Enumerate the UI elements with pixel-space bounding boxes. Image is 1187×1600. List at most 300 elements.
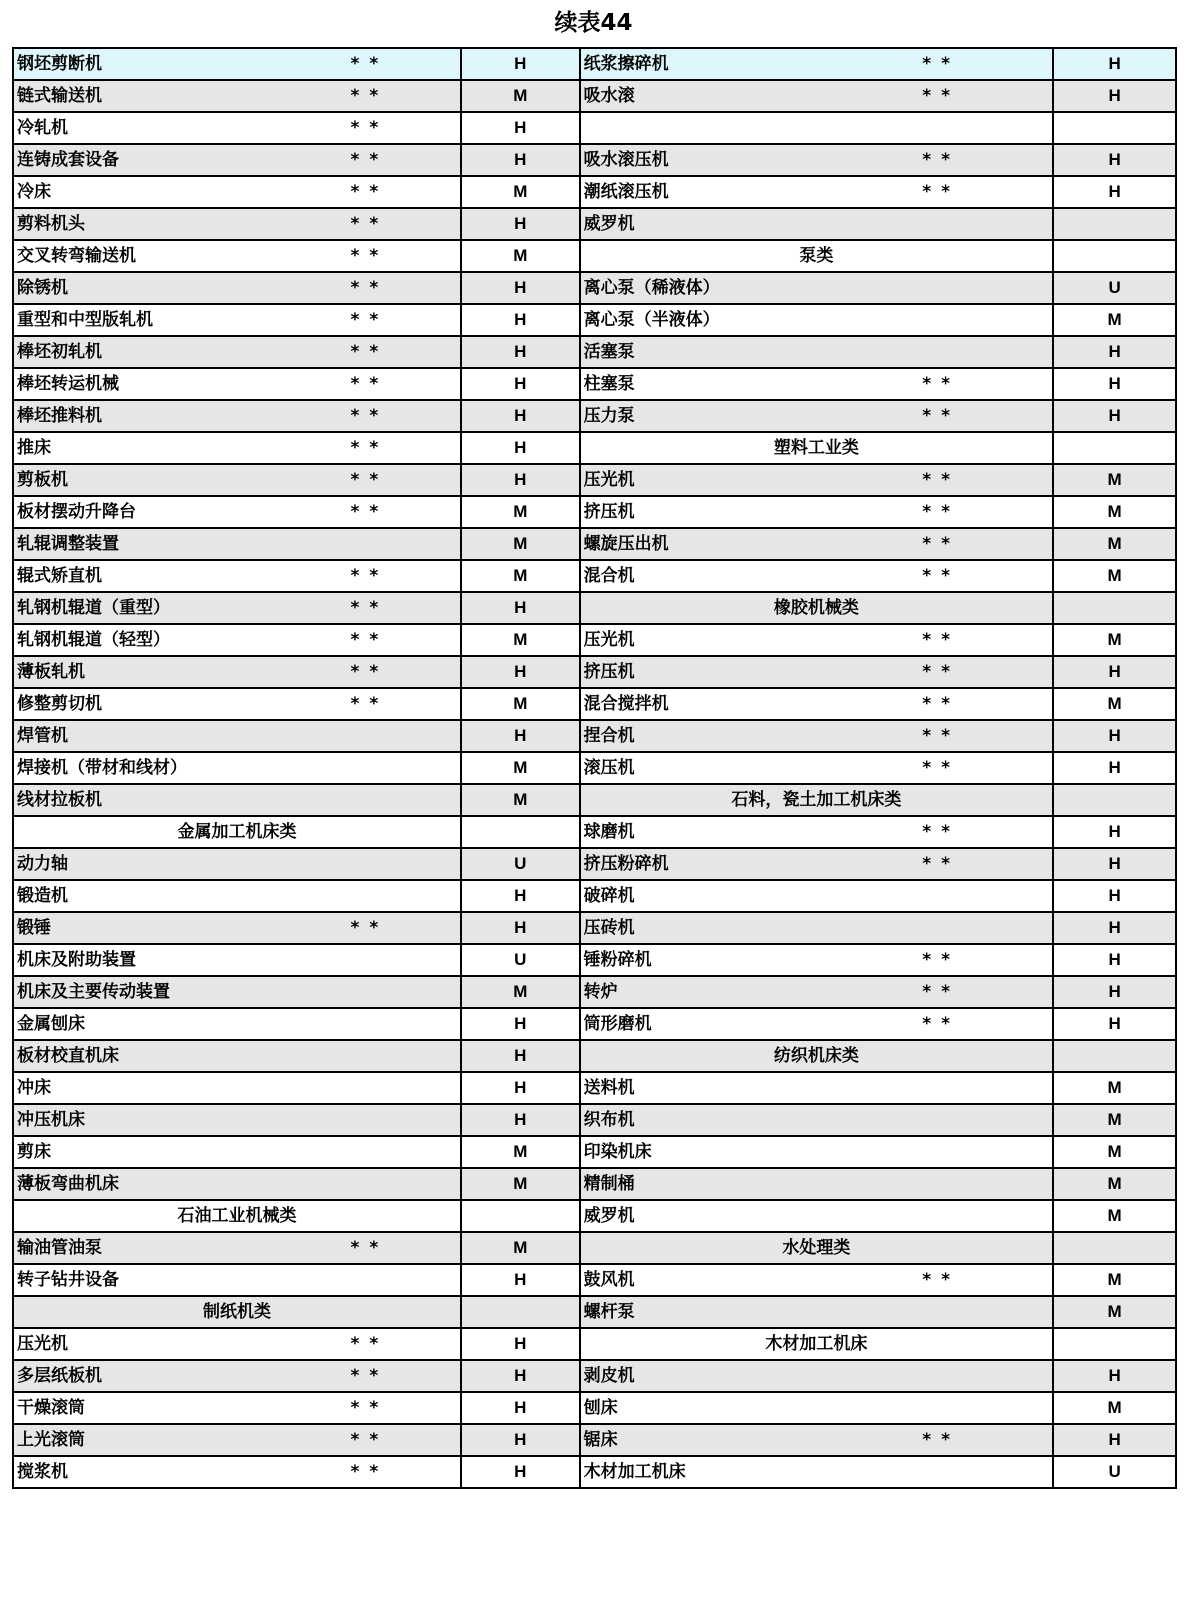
mark-cell: * * bbox=[351, 560, 461, 592]
load-class-cell: M bbox=[1053, 1392, 1176, 1424]
mark-cell: * * bbox=[922, 752, 1053, 784]
machine-name: 辊式矫直机 bbox=[13, 560, 351, 592]
mark-cell: * * bbox=[922, 144, 1053, 176]
mark-cell: * * bbox=[351, 400, 461, 432]
mark-cell: * * bbox=[351, 688, 461, 720]
load-class-cell: H bbox=[1053, 1360, 1176, 1392]
load-class-cell: H bbox=[1053, 720, 1176, 752]
mark-cell: * * bbox=[351, 48, 461, 80]
table-row bbox=[13, 1072, 1176, 1104]
machine-name: 吸水滚压机 bbox=[580, 144, 923, 176]
category-heading: 塑料工业类 bbox=[580, 432, 1054, 464]
mark-cell: * * bbox=[351, 368, 461, 400]
category-heading: 制纸机类 bbox=[13, 1296, 461, 1328]
table-row bbox=[13, 944, 1176, 976]
machine-name: 织布机 bbox=[580, 1104, 923, 1136]
load-class-cell: U bbox=[1053, 272, 1176, 304]
machine-name: 钢坯剪断机 bbox=[13, 48, 351, 80]
load-class-cell bbox=[1053, 208, 1176, 240]
load-class-cell: H bbox=[461, 432, 580, 464]
table-row bbox=[13, 720, 1176, 752]
mark-cell bbox=[922, 272, 1053, 304]
load-class-cell: M bbox=[1053, 1136, 1176, 1168]
load-class-cell: H bbox=[1053, 368, 1176, 400]
mark-cell bbox=[351, 1040, 461, 1072]
service-factor-table bbox=[12, 47, 1177, 1489]
machine-name: 干燥滚筒 bbox=[13, 1392, 351, 1424]
machine-name: 转炉 bbox=[580, 976, 923, 1008]
machine-name: 修整剪切机 bbox=[13, 688, 351, 720]
mark-cell bbox=[922, 880, 1053, 912]
mark-cell: * * bbox=[351, 112, 461, 144]
category-heading: 泵类 bbox=[580, 240, 1054, 272]
load-class-cell bbox=[461, 816, 580, 848]
machine-name: 锻锤 bbox=[13, 912, 351, 944]
load-class-cell: H bbox=[461, 272, 580, 304]
machine-name: 捏合机 bbox=[580, 720, 923, 752]
table-row bbox=[13, 144, 1176, 176]
mark-cell bbox=[351, 848, 461, 880]
machine-name: 压光机 bbox=[580, 464, 923, 496]
machine-name: 鼓风机 bbox=[580, 1264, 923, 1296]
load-class-cell: H bbox=[461, 304, 580, 336]
mark-cell: * * bbox=[922, 560, 1053, 592]
load-class-cell: M bbox=[461, 528, 580, 560]
load-class-cell: H bbox=[1053, 48, 1176, 80]
load-class-cell: M bbox=[461, 1136, 580, 1168]
load-class-cell bbox=[1053, 592, 1176, 624]
mark-cell: * * bbox=[922, 368, 1053, 400]
load-class-cell bbox=[461, 1200, 580, 1232]
load-class-cell bbox=[1053, 784, 1176, 816]
machine-name: 机床及主要传动装置 bbox=[13, 976, 351, 1008]
table-row bbox=[13, 464, 1176, 496]
load-class-cell: M bbox=[461, 688, 580, 720]
machine-name: 链式输送机 bbox=[13, 80, 351, 112]
load-class-cell: M bbox=[1053, 1200, 1176, 1232]
load-class-cell: H bbox=[461, 656, 580, 688]
table-row bbox=[13, 1040, 1176, 1072]
machine-name: 剥皮机 bbox=[580, 1360, 923, 1392]
load-class-cell: H bbox=[461, 368, 580, 400]
category-heading: 纺织机床类 bbox=[580, 1040, 1054, 1072]
load-class-cell bbox=[1053, 432, 1176, 464]
machine-name: 冲压机床 bbox=[13, 1104, 351, 1136]
machine-name: 木材加工机床 bbox=[580, 1456, 923, 1488]
machine-name: 板材摆动升降台 bbox=[13, 496, 351, 528]
mark-cell: * * bbox=[922, 528, 1053, 560]
mark-cell: * * bbox=[351, 1328, 461, 1360]
machine-name: 滚压机 bbox=[580, 752, 923, 784]
load-class-cell: M bbox=[1053, 688, 1176, 720]
machine-name: 混合搅拌机 bbox=[580, 688, 923, 720]
load-class-cell: H bbox=[1053, 976, 1176, 1008]
load-class-cell: H bbox=[1053, 336, 1176, 368]
table-row bbox=[13, 1456, 1176, 1488]
load-class-cell: M bbox=[461, 80, 580, 112]
mark-cell bbox=[922, 1360, 1053, 1392]
category-heading: 石料，瓷土加工机床类 bbox=[580, 784, 1054, 816]
load-class-cell: H bbox=[1053, 912, 1176, 944]
load-class-cell: H bbox=[461, 1072, 580, 1104]
mark-cell bbox=[351, 752, 461, 784]
load-class-cell: H bbox=[461, 720, 580, 752]
load-class-cell: H bbox=[1053, 80, 1176, 112]
mark-cell: * * bbox=[351, 80, 461, 112]
load-class-cell: H bbox=[461, 464, 580, 496]
table-body bbox=[13, 48, 1176, 1488]
machine-name: 挤压机 bbox=[580, 496, 923, 528]
table-row bbox=[13, 1328, 1176, 1360]
machine-name: 上光滚筒 bbox=[13, 1424, 351, 1456]
mark-cell bbox=[922, 1168, 1053, 1200]
load-class-cell: M bbox=[461, 496, 580, 528]
mark-cell bbox=[922, 336, 1053, 368]
table-row bbox=[13, 368, 1176, 400]
table-row bbox=[13, 816, 1176, 848]
mark-cell bbox=[351, 944, 461, 976]
machine-name: 转子钻井设备 bbox=[13, 1264, 351, 1296]
machine-name: 压砖机 bbox=[580, 912, 923, 944]
mark-cell bbox=[922, 1296, 1053, 1328]
mark-cell bbox=[351, 1104, 461, 1136]
table-row bbox=[13, 656, 1176, 688]
mark-cell: * * bbox=[351, 1456, 461, 1488]
machine-name: 剪料机头 bbox=[13, 208, 351, 240]
mark-cell: * * bbox=[922, 688, 1053, 720]
load-class-cell: H bbox=[461, 1264, 580, 1296]
mark-cell: * * bbox=[922, 1424, 1053, 1456]
table-row bbox=[13, 400, 1176, 432]
load-class-cell: M bbox=[461, 240, 580, 272]
mark-cell bbox=[922, 1392, 1053, 1424]
mark-cell: * * bbox=[922, 816, 1053, 848]
machine-name: 冷床 bbox=[13, 176, 351, 208]
mark-cell: * * bbox=[922, 464, 1053, 496]
mark-cell: * * bbox=[922, 656, 1053, 688]
machine-name: 破碎机 bbox=[580, 880, 923, 912]
load-class-cell: M bbox=[461, 624, 580, 656]
mark-cell: * * bbox=[351, 1392, 461, 1424]
mark-cell: * * bbox=[922, 624, 1053, 656]
mark-cell bbox=[922, 1200, 1053, 1232]
mark-cell: * * bbox=[351, 1360, 461, 1392]
table-row bbox=[13, 1136, 1176, 1168]
machine-name: 连铸成套设备 bbox=[13, 144, 351, 176]
mark-cell: * * bbox=[351, 496, 461, 528]
machine-name: 动力轴 bbox=[13, 848, 351, 880]
table-row bbox=[13, 1008, 1176, 1040]
table-row bbox=[13, 80, 1176, 112]
load-class-cell: H bbox=[461, 880, 580, 912]
load-class-cell: H bbox=[461, 1360, 580, 1392]
machine-name: 吸水滚 bbox=[580, 80, 923, 112]
table-row bbox=[13, 976, 1176, 1008]
table-row bbox=[13, 1424, 1176, 1456]
mark-cell: * * bbox=[351, 1232, 461, 1264]
load-class-cell: H bbox=[461, 1392, 580, 1424]
machine-name: 棒坯推料机 bbox=[13, 400, 351, 432]
mark-cell: * * bbox=[922, 1264, 1053, 1296]
mark-cell: * * bbox=[351, 304, 461, 336]
machine-name: 板材校直机床 bbox=[13, 1040, 351, 1072]
load-class-cell: H bbox=[461, 1040, 580, 1072]
machine-name: 压力泵 bbox=[580, 400, 923, 432]
mark-cell: * * bbox=[351, 240, 461, 272]
mark-cell bbox=[922, 1136, 1053, 1168]
mark-cell bbox=[922, 912, 1053, 944]
machine-name: 送料机 bbox=[580, 1072, 923, 1104]
load-class-cell bbox=[1053, 1328, 1176, 1360]
mark-cell: * * bbox=[351, 336, 461, 368]
table-row bbox=[13, 528, 1176, 560]
load-class-cell: H bbox=[461, 912, 580, 944]
load-class-cell: H bbox=[461, 1104, 580, 1136]
load-class-cell bbox=[1053, 112, 1176, 144]
mark-cell bbox=[922, 304, 1053, 336]
mark-cell: * * bbox=[351, 176, 461, 208]
load-class-cell: H bbox=[461, 1328, 580, 1360]
machine-name: 锯床 bbox=[580, 1424, 923, 1456]
load-class-cell: H bbox=[1053, 1424, 1176, 1456]
mark-cell bbox=[922, 1456, 1053, 1488]
load-class-cell: M bbox=[1053, 304, 1176, 336]
table-row bbox=[13, 176, 1176, 208]
load-class-cell: U bbox=[461, 848, 580, 880]
category-heading: 石油工业机械类 bbox=[13, 1200, 461, 1232]
table-row bbox=[13, 336, 1176, 368]
mark-cell bbox=[922, 112, 1053, 144]
machine-name: 棒坯初轧机 bbox=[13, 336, 351, 368]
machine-name: 螺旋压出机 bbox=[580, 528, 923, 560]
load-class-cell: M bbox=[1053, 560, 1176, 592]
load-class-cell: H bbox=[1053, 1008, 1176, 1040]
machine-name: 威罗机 bbox=[580, 208, 923, 240]
machine-name: 挤压机 bbox=[580, 656, 923, 688]
table-row bbox=[13, 784, 1176, 816]
machine-name: 焊管机 bbox=[13, 720, 351, 752]
machine-name: 刨床 bbox=[580, 1392, 923, 1424]
load-class-cell: M bbox=[1053, 464, 1176, 496]
table-row bbox=[13, 752, 1176, 784]
machine-name: 重型和中型版轧机 bbox=[13, 304, 351, 336]
machine-name: 离心泵（半液体） bbox=[580, 304, 923, 336]
table-title: 续表44 bbox=[554, 10, 633, 36]
mark-cell: * * bbox=[922, 496, 1053, 528]
machine-name: 棒坯转运机械 bbox=[13, 368, 351, 400]
mark-cell bbox=[351, 1136, 461, 1168]
load-class-cell: H bbox=[1053, 400, 1176, 432]
mark-cell bbox=[351, 720, 461, 752]
machine-name: 冷轧机 bbox=[13, 112, 351, 144]
load-class-cell: H bbox=[461, 144, 580, 176]
machine-name: 除锈机 bbox=[13, 272, 351, 304]
mark-cell: * * bbox=[922, 848, 1053, 880]
mark-cell bbox=[351, 1072, 461, 1104]
load-class-cell: H bbox=[461, 1424, 580, 1456]
table-row bbox=[13, 848, 1176, 880]
mark-cell bbox=[351, 976, 461, 1008]
table-row bbox=[13, 1296, 1176, 1328]
category-heading: 金属加工机床类 bbox=[13, 816, 461, 848]
machine-name: 锻造机 bbox=[13, 880, 351, 912]
load-class-cell: H bbox=[461, 400, 580, 432]
mark-cell: * * bbox=[922, 400, 1053, 432]
load-class-cell: M bbox=[1053, 1264, 1176, 1296]
mark-cell: * * bbox=[922, 48, 1053, 80]
load-class-cell: U bbox=[1053, 1456, 1176, 1488]
load-class-cell: M bbox=[461, 560, 580, 592]
load-class-cell: M bbox=[1053, 528, 1176, 560]
table-row bbox=[13, 1232, 1176, 1264]
machine-name: 压光机 bbox=[580, 624, 923, 656]
machine-name: 压光机 bbox=[13, 1328, 351, 1360]
load-class-cell: H bbox=[1053, 176, 1176, 208]
machine-name: 剪床 bbox=[13, 1136, 351, 1168]
machine-name: 潮纸滚压机 bbox=[580, 176, 923, 208]
machine-name: 推床 bbox=[13, 432, 351, 464]
mark-cell bbox=[922, 208, 1053, 240]
mark-cell bbox=[351, 880, 461, 912]
table-row bbox=[13, 432, 1176, 464]
mark-cell: * * bbox=[351, 208, 461, 240]
table-row bbox=[13, 272, 1176, 304]
machine-name: 球磨机 bbox=[580, 816, 923, 848]
mark-cell: * * bbox=[351, 1424, 461, 1456]
load-class-cell: H bbox=[461, 1008, 580, 1040]
load-class-cell: H bbox=[461, 112, 580, 144]
machine-name: 冲床 bbox=[13, 1072, 351, 1104]
machine-name: 挤压粉碎机 bbox=[580, 848, 923, 880]
load-class-cell bbox=[1053, 1040, 1176, 1072]
machine-name: 精制桶 bbox=[580, 1168, 923, 1200]
table-row bbox=[13, 1168, 1176, 1200]
machine-name: 薄板弯曲机床 bbox=[13, 1168, 351, 1200]
machine-name bbox=[580, 112, 923, 144]
machine-name: 轧钢机辊道（重型） bbox=[13, 592, 351, 624]
table-row bbox=[13, 496, 1176, 528]
category-heading: 木材加工机床 bbox=[580, 1328, 1054, 1360]
load-class-cell bbox=[1053, 1232, 1176, 1264]
mark-cell: * * bbox=[351, 464, 461, 496]
machine-name: 活塞泵 bbox=[580, 336, 923, 368]
table-row bbox=[13, 912, 1176, 944]
machine-name: 金属刨床 bbox=[13, 1008, 351, 1040]
mark-cell: * * bbox=[351, 656, 461, 688]
mark-cell bbox=[922, 1072, 1053, 1104]
load-class-cell: H bbox=[1053, 944, 1176, 976]
load-class-cell: H bbox=[1053, 144, 1176, 176]
machine-name: 轧辊调整装置 bbox=[13, 528, 351, 560]
category-heading: 水处理类 bbox=[580, 1232, 1054, 1264]
load-class-cell: H bbox=[1053, 656, 1176, 688]
machine-name: 柱塞泵 bbox=[580, 368, 923, 400]
table-row bbox=[13, 688, 1176, 720]
mark-cell: * * bbox=[922, 80, 1053, 112]
table-row bbox=[13, 1264, 1176, 1296]
machine-name: 多层纸板机 bbox=[13, 1360, 351, 1392]
table-row bbox=[13, 304, 1176, 336]
mark-cell bbox=[351, 1008, 461, 1040]
machine-name: 交叉转弯输送机 bbox=[13, 240, 351, 272]
machine-name: 混合机 bbox=[580, 560, 923, 592]
load-class-cell: M bbox=[461, 1168, 580, 1200]
machine-name: 印染机床 bbox=[580, 1136, 923, 1168]
table-row bbox=[13, 112, 1176, 144]
table-row bbox=[13, 560, 1176, 592]
mark-cell: * * bbox=[351, 272, 461, 304]
machine-name: 离心泵（稀液体） bbox=[580, 272, 923, 304]
mark-cell bbox=[351, 528, 461, 560]
load-class-cell: H bbox=[461, 336, 580, 368]
mark-cell: * * bbox=[351, 432, 461, 464]
load-class-cell bbox=[1053, 240, 1176, 272]
machine-name: 输油管油泵 bbox=[13, 1232, 351, 1264]
mark-cell: * * bbox=[351, 144, 461, 176]
load-class-cell: M bbox=[1053, 1296, 1176, 1328]
mark-cell: * * bbox=[351, 624, 461, 656]
table-row bbox=[13, 48, 1176, 80]
load-class-cell: M bbox=[461, 1232, 580, 1264]
load-class-cell: H bbox=[1053, 848, 1176, 880]
table-row bbox=[13, 880, 1176, 912]
mark-cell bbox=[351, 784, 461, 816]
mark-cell bbox=[922, 1104, 1053, 1136]
mark-cell bbox=[351, 1264, 461, 1296]
load-class-cell: H bbox=[461, 208, 580, 240]
category-heading: 橡胶机械类 bbox=[580, 592, 1054, 624]
load-class-cell: H bbox=[461, 48, 580, 80]
load-class-cell: M bbox=[461, 176, 580, 208]
table-row bbox=[13, 1360, 1176, 1392]
load-class-cell: M bbox=[1053, 1072, 1176, 1104]
load-class-cell: H bbox=[461, 592, 580, 624]
mark-cell: * * bbox=[922, 976, 1053, 1008]
table-row bbox=[13, 592, 1176, 624]
mark-cell: * * bbox=[351, 592, 461, 624]
load-class-cell: H bbox=[461, 1456, 580, 1488]
load-class-cell: H bbox=[1053, 880, 1176, 912]
machine-name: 机床及附助装置 bbox=[13, 944, 351, 976]
mark-cell bbox=[351, 1168, 461, 1200]
mark-cell: * * bbox=[351, 912, 461, 944]
load-class-cell: U bbox=[461, 944, 580, 976]
machine-name: 螺杆泵 bbox=[580, 1296, 923, 1328]
machine-name: 搅浆机 bbox=[13, 1456, 351, 1488]
mark-cell: * * bbox=[922, 1008, 1053, 1040]
table-row bbox=[13, 1392, 1176, 1424]
machine-name: 焊接机（带材和线材） bbox=[13, 752, 351, 784]
machine-name: 轧钢机辊道（轻型） bbox=[13, 624, 351, 656]
machine-name: 线材拉板机 bbox=[13, 784, 351, 816]
machine-name: 威罗机 bbox=[580, 1200, 923, 1232]
machine-name: 筒形磨机 bbox=[580, 1008, 923, 1040]
load-class-cell: H bbox=[1053, 752, 1176, 784]
load-class-cell: M bbox=[461, 976, 580, 1008]
machine-name: 纸浆擦碎机 bbox=[580, 48, 923, 80]
mark-cell: * * bbox=[922, 944, 1053, 976]
load-class-cell bbox=[461, 1296, 580, 1328]
machine-name: 薄板轧机 bbox=[13, 656, 351, 688]
load-class-cell: M bbox=[461, 784, 580, 816]
table-row bbox=[13, 1200, 1176, 1232]
load-class-cell: M bbox=[461, 752, 580, 784]
table-row bbox=[13, 240, 1176, 272]
machine-name: 锤粉碎机 bbox=[580, 944, 923, 976]
load-class-cell: M bbox=[1053, 624, 1176, 656]
load-class-cell: M bbox=[1053, 1168, 1176, 1200]
mark-cell: * * bbox=[922, 720, 1053, 752]
